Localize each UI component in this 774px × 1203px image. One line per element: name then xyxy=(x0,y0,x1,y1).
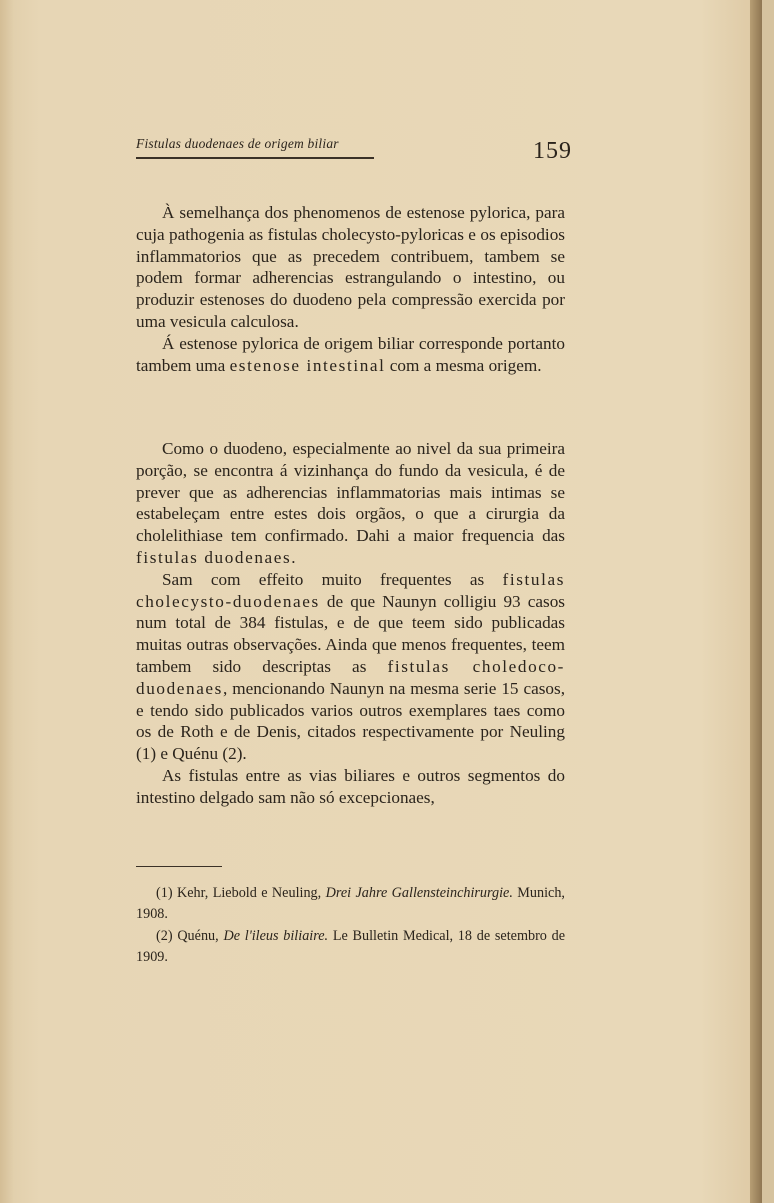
page-edge xyxy=(750,0,762,1203)
footnote-1: (1) Kehr, Liebold e Neuling, Drei Jahre Gallensteinchirurgie. Munich, 1908. xyxy=(136,885,565,922)
running-head-rule xyxy=(136,157,374,159)
paragraph-stenosis-adhesions: À semelhança dos phenomenos de estenose pylorica, para cuja pathogenia as fistulas cholecysto-pyloricas e os episodios inflammatorios que as precedem contribuem, tambem se podem formar adherencias estrangulando o intestino, ou produzir estenoses do duodeno pela compressão exercida por uma vesicula calculosa. xyxy=(136,203,565,331)
footnote-rule xyxy=(136,866,222,867)
text-section-1 xyxy=(136,202,565,376)
spaced-term: fistulas duodenaes xyxy=(136,547,292,567)
page-number: 159 xyxy=(533,138,572,164)
paragraph-intestinal-stenosis: Á estenose pylorica de origem biliar corresponde portanto tambem uma estenose intestinal com a mesma origem. xyxy=(136,333,565,375)
spaced-term: fistulas cholecysto-duodenaes xyxy=(136,569,565,611)
footnote-2: (2) Quénu, De l'ileus biliaire. Le Bulletin Medical, 18 de setembro de 1909. xyxy=(136,928,566,965)
paragraph-other-segments: As fistulas entre as vias biliares e outros segmentos do intestino delgado sam não só excepcionaes, xyxy=(136,765,565,807)
footnote-title: Drei Jahre Gallensteinchirurgie. xyxy=(325,885,513,901)
text-section-2 xyxy=(136,438,565,809)
footnotes xyxy=(136,883,565,967)
spaced-term: fistulas choledoco-duodenaes xyxy=(136,656,566,698)
running-head: Fistulas duodenaes de origem biliar xyxy=(136,136,339,151)
spaced-term: estenose intestinal xyxy=(229,355,386,375)
paragraph-fistula-frequency: Sam com effeito muito frequentes as fistulas cholecysto-duodenaes de que Naunyn colligiu 93 casos num total de 384 fistulas, e de que teem sido publicadas muitas outras observações. Ainda que menos frequentes, teem tambem sido descriptas as fistulas choledoco-duodenaes, mencionando Naunyn na mesma serie 15 casos, e tendo sido publicados varios outros exemplares taes como os de Roth e de Denis, citados respectivamente por Neuling (1) e Quénu (2). xyxy=(136,569,566,764)
footnote-title: De l'ileus biliaire. xyxy=(223,928,329,945)
paragraph-duodenum: Como o duodeno, especialmente ao nivel da sua primeira porção, se encontra á vizinhança do fundo da vesicula, é de prever que as adherencias inflammatorias mais intimas se estabeleçam entre estes dois orgãos, o que a cirurgia da cholelithiase tem confirmado. Dahi a maior frequencia das fistulas duodenaes. xyxy=(136,439,565,567)
